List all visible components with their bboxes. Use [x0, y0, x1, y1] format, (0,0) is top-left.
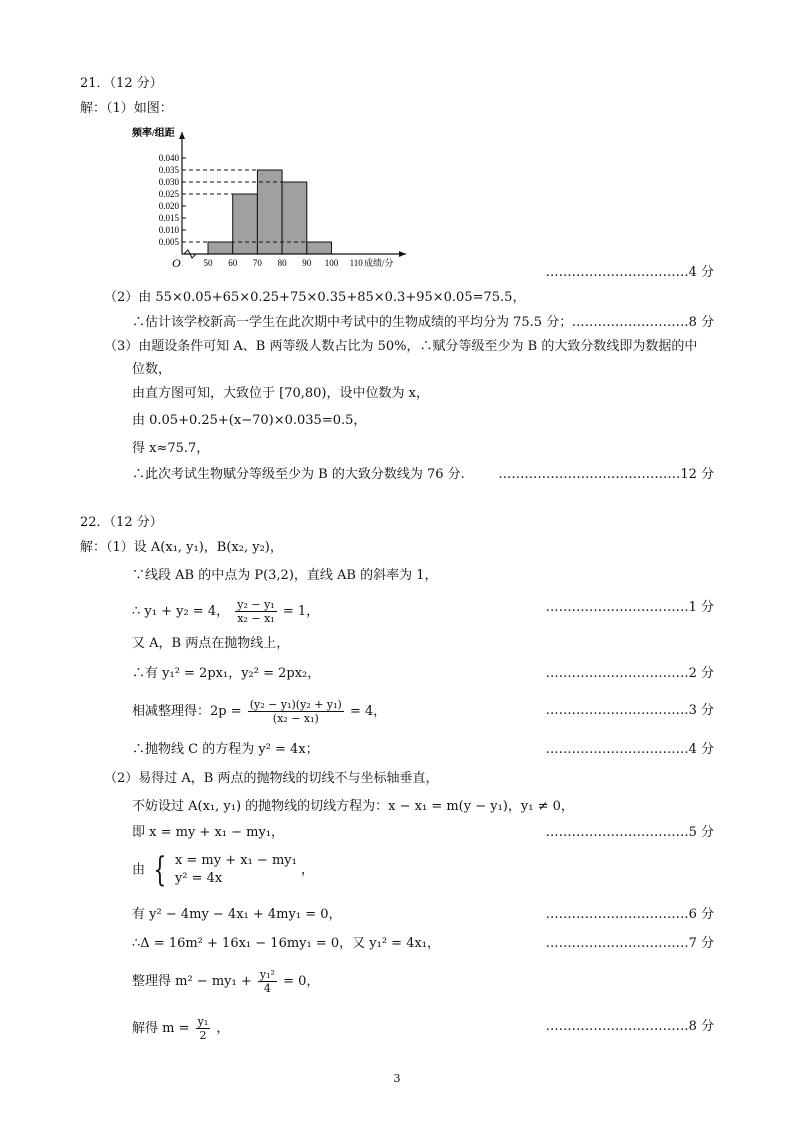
q21-p3-score: ……………………………………12 分 — [498, 467, 714, 482]
q21-p3-line1: （3）由题设条件可知 A、B 两等级人数占比为 50%，∴赋分等级至少为 B 的大致分数线即为数据的中 — [104, 339, 698, 354]
slope-numerator: y₂ − y₁ — [237, 598, 275, 611]
equation-system — [175, 852, 297, 888]
x-tick-label: 70 — [252, 258, 262, 268]
q22-line3-b: = 1， — [282, 604, 320, 619]
q22-line3 — [132, 598, 319, 625]
histogram-bar — [233, 194, 258, 254]
q22-line1: 解：（1）设 A(x₁, y₁)，B(x₂, y₂)， — [80, 540, 283, 555]
y-axis-arrow-icon — [179, 132, 185, 139]
q21-title: 21．（12 分） — [80, 76, 163, 91]
y-tick-label: 0.030 — [158, 177, 179, 187]
q22-line9: 不妨设过 A(x₁, y₁) 的抛物线的切线方程为：x − x₁ = m(y − y₁)，y₁ ≠ 0， — [132, 799, 574, 814]
y-tick-label: 0.020 — [158, 201, 179, 211]
system-row-2: y² = 4x — [174, 871, 223, 886]
y-tick-label: 0.005 — [158, 237, 179, 247]
q22-line14-a: 整理得 m² − my₁ + — [132, 974, 252, 989]
q22-line2: ∵线段 AB 的中点为 P(3,2)，直线 AB 的斜率为 1， — [132, 568, 438, 583]
y-tick-label: 0.015 — [158, 213, 179, 223]
q22-score-7: ……………………………7 分 — [545, 936, 714, 951]
q22-line14-b: = 0， — [283, 974, 320, 989]
left-brace-icon: { — [153, 850, 167, 890]
q22-score-1: ……………………………1 分 — [545, 600, 714, 615]
x-tick-label: 100 — [324, 258, 339, 268]
y1sq-fraction — [258, 968, 277, 995]
q22-line14 — [132, 968, 319, 995]
subtract-denominator: (x₂ − x₁) — [272, 712, 319, 725]
q21-p3-line4: 由 0.05+0.25+(x−70)×0.035=0.5， — [132, 413, 367, 428]
m-denominator: 2 — [199, 1029, 207, 1042]
q22-line8: （2）易得过 A，B 两点的抛物线的切线不与坐标轴垂直， — [104, 771, 439, 786]
system-row-1: x = my + x₁ − my₁ — [174, 853, 297, 868]
q22-line13: ∴Δ = 16m² + 16x₁ − 16my₁ = 0，又 y₁² = 4x₁， — [132, 936, 441, 951]
q22-score-4: ……………………………4 分 — [545, 742, 714, 757]
histogram-bar — [208, 242, 233, 254]
q21-p3-line3: 由直方图可知，大致位于 [70,80)，设中位数为 x， — [132, 386, 429, 401]
x-tick-label: 50 — [203, 258, 213, 268]
histogram-bar — [257, 170, 282, 254]
q21-chart-score: ……………………………4 分 — [545, 265, 714, 280]
x-axis-arrow-icon — [399, 251, 406, 257]
q22-line5: ∴有 y₁² = 2px₁，y₂² = 2px₂， — [132, 666, 321, 681]
y-tick-label: 0.035 — [158, 165, 179, 175]
x-tick-label: 110 — [349, 258, 363, 268]
slope-fraction — [235, 598, 276, 625]
q21-p2-line1: （2）由 55×0.05+65×0.25+75×0.35+85×0.3+95×0.05=75.5， — [104, 290, 526, 305]
q21-p2-score: ………………………8 分 — [571, 315, 714, 330]
q22-score-8: ……………………………8 分 — [545, 1019, 714, 1034]
m-numerator: y₁ — [197, 1015, 209, 1028]
y-tick-label: 0.025 — [158, 189, 179, 199]
y1sq-numerator: y₁² — [259, 968, 275, 981]
q22-line15-b: ， — [216, 1021, 230, 1036]
slope-denominator: x₂ − x₁ — [237, 612, 275, 625]
x-tick-label: 60 — [228, 258, 238, 268]
q22-line11-prefix: 由 — [132, 862, 146, 878]
q22-line6 — [132, 698, 386, 725]
q22-line15 — [132, 1015, 229, 1042]
y1sq-denominator: 4 — [263, 982, 271, 995]
q22-line6-a: 相减整理得：2p = — [132, 704, 242, 719]
q21-p3-line2: 位数， — [132, 362, 172, 377]
q22-score-3: ……………………………3 分 — [545, 703, 714, 718]
q21-answer-prefix: 解：（1）如图： — [80, 101, 173, 116]
q21-p3-line6: ∴此次考试生物赋分等级至少为 B 的大致分数线为 76 分. — [132, 467, 465, 482]
q22-score-5: ……………………………5 分 — [545, 825, 714, 840]
q22-line11-suffix: ， — [300, 862, 314, 878]
m-fraction — [196, 1015, 211, 1042]
q22-line4: 又 A，B 两点在抛物线上， — [132, 636, 290, 651]
chart-ylabel: 频率/组距 — [132, 128, 175, 139]
x-tick-label: 80 — [277, 258, 287, 268]
q21-p3-line5: 得 x≈75.7， — [132, 441, 210, 456]
page-number: 3 — [393, 1072, 401, 1085]
q22-line11 — [132, 852, 314, 888]
q22-line15-a: 解得 m = — [132, 1021, 190, 1036]
histogram-bar — [282, 182, 307, 254]
q22-score-2: ……………………………2 分 — [545, 666, 714, 681]
chart-origin: O — [172, 256, 181, 270]
y-tick-label: 0.040 — [158, 153, 179, 163]
q22-line3-a: ∴ y₁ + y₂ = 4， — [132, 604, 230, 619]
x-tick-label: 90 — [302, 258, 312, 268]
histogram-chart — [130, 124, 420, 274]
q21-p2-line2: ∴估计该学校新高一学生在此次期中考试中的生物成绩的平均分为 75.5 分； — [132, 315, 573, 330]
subtract-fraction — [248, 698, 344, 725]
q22-line10: 即 x = my + x₁ − my₁， — [132, 825, 285, 840]
q22-line12: 有 y² − 4my − 4x₁ + 4my₁ = 0， — [132, 907, 342, 922]
histogram-bar — [307, 242, 332, 254]
subtract-numerator: (y₂ − y₁)(y₂ + y₁) — [249, 698, 342, 711]
y-tick-label: 0.010 — [158, 225, 179, 235]
q22-line6-b: = 4， — [350, 704, 387, 719]
q22-score-6: ……………………………6 分 — [545, 907, 714, 922]
chart-xlabel: 成绩/分 — [364, 258, 394, 268]
q22-line7: ∴抛物线 C 的方程为 y² = 4x； — [132, 742, 319, 757]
q22-title: 22．（12 分） — [80, 515, 163, 530]
